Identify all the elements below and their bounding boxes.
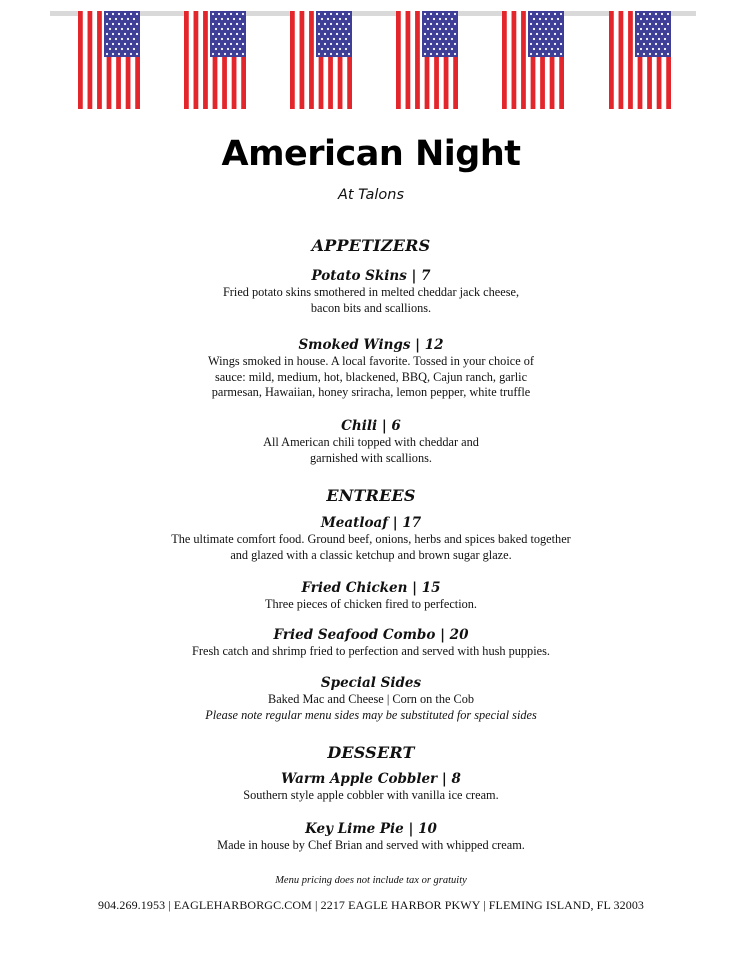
contact-footer: 904.269.1953 | EAGLEHARBORGC.COM | 2217 EAGLE HARBOR PKWY | FLEMING ISLAND, FL 32003 xyxy=(97,898,645,912)
menu-item-name: Smoked Wings | 12 xyxy=(298,337,444,353)
menu-item-fried-chicken xyxy=(0,580,742,613)
menu-item-fried-seafood-combo xyxy=(0,627,742,660)
pricing-note: Menu pricing does not include tax or gratuity xyxy=(275,875,467,886)
menu-item-name: Chili | 6 xyxy=(341,418,401,434)
menu-item-description: The ultimate comfort food. Ground beef, onions, herbs and spices baked together xyxy=(171,532,571,546)
menu-item-description: bacon bits and scallions. xyxy=(310,300,432,315)
menu-item-name: Potato Skins | 7 xyxy=(311,268,431,284)
menu-item-warm-apple-cobbler xyxy=(0,771,742,804)
menu-item-name: Key Lime Pie | 10 xyxy=(305,821,437,837)
section-heading-entrees: ENTREES xyxy=(326,486,416,505)
menu-item-meatloaf xyxy=(0,515,742,563)
menu-item-description: Three pieces of chicken fired to perfection. xyxy=(264,597,477,611)
menu-item-description: Wings smoked in house. A local favorite. Tossed in your choice of xyxy=(208,354,534,368)
section-heading-dessert: DESSERT xyxy=(327,743,415,762)
page-subtitle: At Talons xyxy=(337,187,405,203)
menu-item-description: Southern style apple cobbler with vanilla ice cream. xyxy=(243,788,499,802)
menu-item-description: Fried potato skins smothered in melted cheddar jack cheese, xyxy=(222,285,520,299)
menu-item-description: sauce: mild, medium, hot, blackened, BBQ, Cajun ranch, garlic xyxy=(214,369,528,384)
american-flag-icon xyxy=(502,11,564,109)
menu-item-chili xyxy=(0,418,742,466)
menu-item-description: Baked Mac and Cheese | Corn on the Cob xyxy=(268,692,474,706)
menu-item-potato-skins xyxy=(0,268,742,316)
menu-item-name: Warm Apple Cobbler | 8 xyxy=(281,771,461,787)
menu-item-description: All American chili topped with cheddar and xyxy=(263,435,479,449)
banner-string xyxy=(50,11,696,16)
menu-item-description: Made in house by Chef Brian and served with whipped cream. xyxy=(217,838,525,852)
menu-item-name: Fried Seafood Combo | 20 xyxy=(273,627,469,643)
page-title: American Night xyxy=(221,134,521,174)
menu-item-note: Please note regular menu sides may be substituted for special sides xyxy=(205,707,537,722)
menu-item-name: Fried Chicken | 15 xyxy=(301,580,441,596)
menu-item-description: and glazed with a classic ketchup and brown sugar glaze. xyxy=(230,547,512,562)
menu-item-name: Meatloaf | 17 xyxy=(320,515,422,531)
menu-item-smoked-wings xyxy=(0,337,742,401)
american-flag-icon xyxy=(78,11,140,109)
menu-item-name: Special Sides xyxy=(320,675,422,691)
menu-item-description: garnished with scallions. xyxy=(310,450,432,465)
american-flag-icon xyxy=(184,11,246,109)
american-flag-icon xyxy=(609,11,671,109)
menu-item-special-sides xyxy=(0,675,742,723)
american-flag-icon xyxy=(290,11,352,109)
american-flag-icon xyxy=(396,11,458,109)
menu-item-description: Fresh catch and shrimp fried to perfection and served with hush puppies. xyxy=(192,644,550,658)
section-heading-appetizers: APPETIZERS xyxy=(311,236,431,255)
menu-item-key-lime-pie xyxy=(0,821,742,854)
menu-item-description: parmesan, Hawaiian, honey sriracha, lemon pepper, white truffle xyxy=(211,385,531,399)
